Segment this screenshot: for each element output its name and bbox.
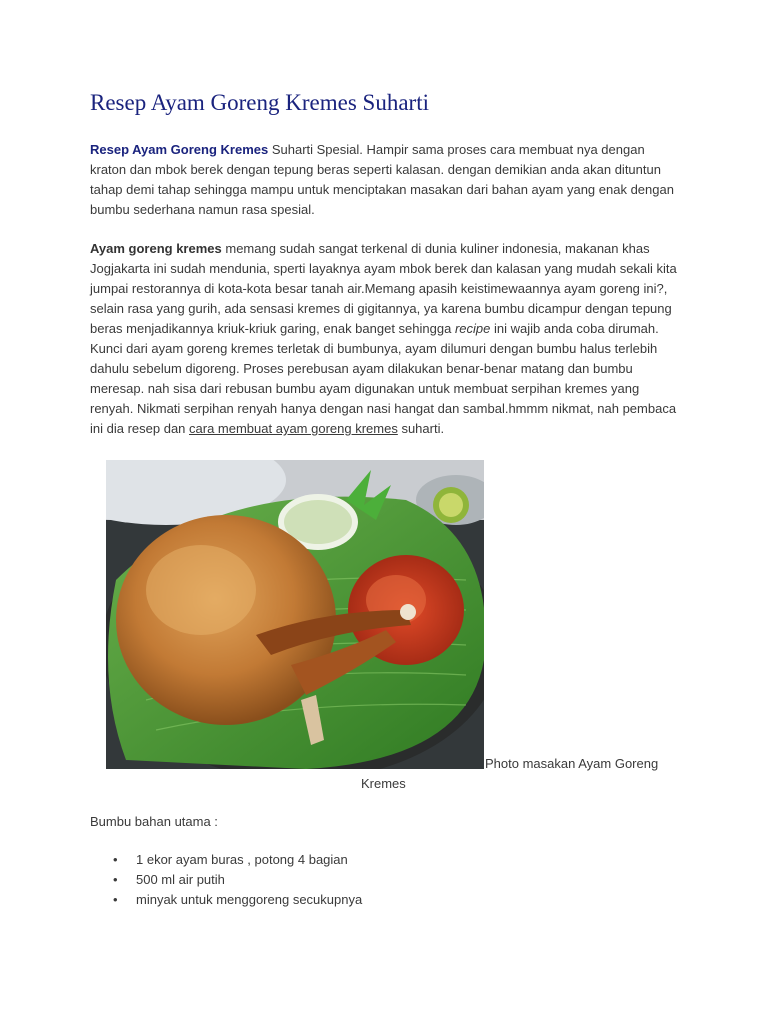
photo-caption-line2: Kremes — [361, 776, 406, 791]
body-paragraphs — [90, 239, 680, 439]
paragraph-three: Kunci dari ayam goreng kremes terletak di bumbunya, ayam dilumuri dengan bumbu halus terlebih dahulu sebelum digoreng. Proses perebusan ayam dilakukan benar-benar matang dan bumbu meresap. nah sisa dari rebusan bumbu ayam digunakan untuk membuat serpihan kremes yang renyah. Nikmati serpihan renyah hanya dengan nasi hangat dan sambal.hmmm nikmat, nah pembaca ini dia resep dan cara membuat ayam goreng kremes suharti. — [90, 341, 677, 436]
intro-lead: Resep Ayam Goreng Kremes — [90, 142, 269, 157]
intro-paragraph — [90, 140, 680, 220]
food-photo — [106, 460, 484, 769]
ingredients-heading: Bumbu bahan utama : — [90, 814, 218, 829]
list-item: • minyak untuk menggoreng secukupnya — [90, 890, 362, 910]
paragraph-two: Ayam goreng kremes memang sudah sangat terkenal di dunia kuliner indonesia, makanan khas Jogjakarta ini sudah mendunia, sperti layaknya ayam mbok berek dan kalasan yang mudah sekali kita jumpai restorannya di kota-kota besar tanah air.Memang apasih keistimewaannya ayam goreng ini?, selain rasa yang gurih, ada sensasi kremes di gigitannya, ya karena bumbu dicampur dengan tepung beras menjadikannya kriuk-kriuk garing, enak banget sehingga recipe ini wajib anda coba dirumah. — [90, 241, 677, 336]
ingredients-list — [90, 850, 362, 910]
list-item: • 1 ekor ayam buras , potong 4 bagian — [90, 850, 362, 870]
paragraph-two-lead: Ayam goreng kremes — [90, 241, 222, 256]
recipe-link[interactable]: cara membuat ayam goreng kremes — [189, 421, 398, 436]
list-item: • 500 ml air putih — [90, 870, 362, 890]
page-title: Resep Ayam Goreng Kremes Suharti — [90, 90, 429, 115]
photo-caption-line1: Photo masakan Ayam Goreng — [485, 756, 659, 771]
intro-text: Suharti Spesial. Hampir sama proses cara membuat nya dengan kraton dan mbok berek dengan tepung beras seperti kalasan. dengan demikian anda akan dituntun tahap demi tahap sehingga mampu untuk menciptakan masakan dari bahan ayam yang enak dengan bumbu sederhana namun rasa spesial. — [90, 142, 674, 217]
